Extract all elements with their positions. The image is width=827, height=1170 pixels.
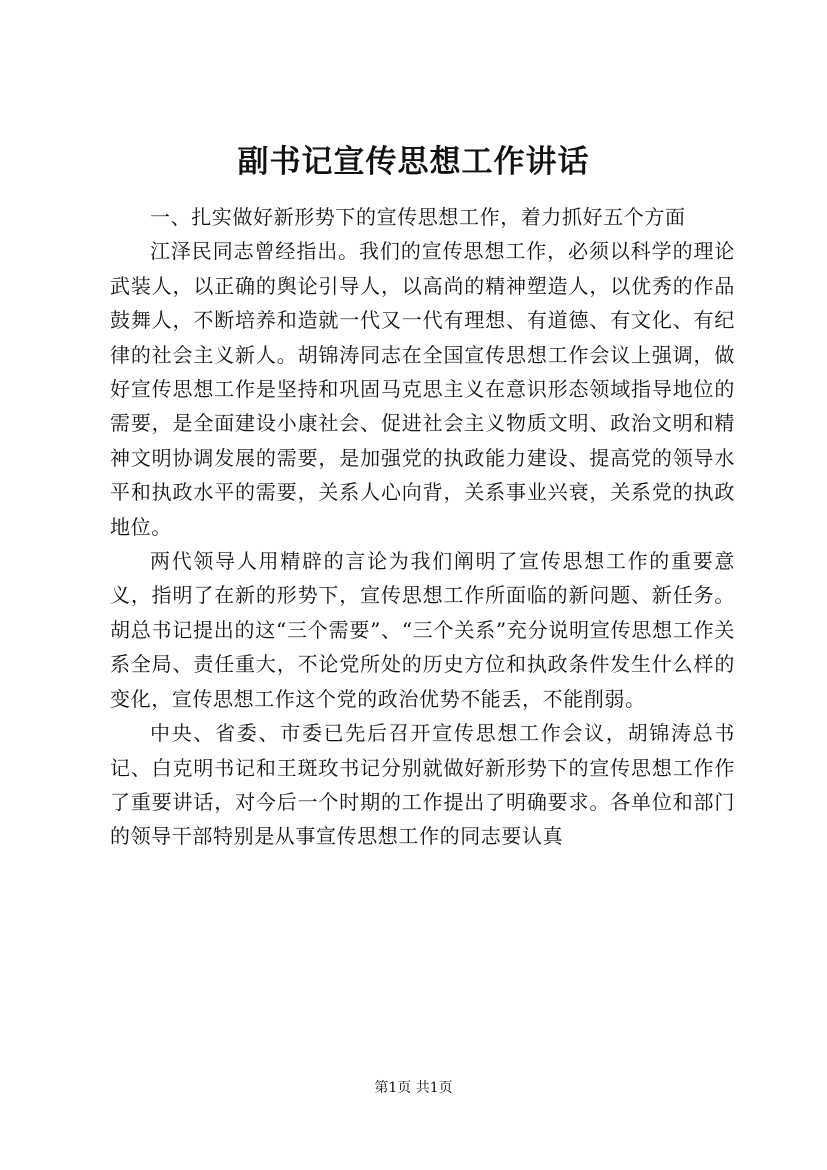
- paragraph: 两代领导人用精辟的言论为我们阐明了宣传思想工作的重要意义，指明了在新的形势下，宣传思想工作所面临的新问题、新任务。胡总书记提出的这“三个需要”、“三个关系”充分说明宣传思想工作关系全局、责任重大，不论党所处的历史方位和执政条件发生什么样的变化，宣传思想工作这个党的政治优势不能丢，不能削弱。: [110, 549, 735, 711]
- page-number-footer: 第1页 共1页: [374, 1080, 453, 1096]
- section-heading: 一、扎实做好新形势下的宣传思想工作，着力抓好五个方面: [150, 205, 686, 229]
- paragraph: 江泽民同志曾经指出。我们的宣传思想工作，必须以科学的理论武装人，以正确的舆论引导人，以高尚的精神塑造人，以优秀的作品鼓舞人，不断培养和造就一代又一代有理想、有道德、有文化、有纪律的社会主义新人。胡锦涛同志在全国宣传思想工作会议上强调，做好宣传思想工作是坚持和巩固马克思主义在意识形态领域指导地位的需要，是全面建设小康社会、促进社会主义物质文明、政治文明和精神文明协调发展的需要，是加强党的执政能力建设、提高党的领导水平和执政水平的需要，关系人心向背，关系事业兴衰，关系党的执政地位。: [110, 239, 735, 539]
- document-body: [110, 200, 735, 854]
- paragraph: 中央、省委、市委已先后召开宣传思想工作会议，胡锦涛总书记、白克明书记和王斑玫书记分别就做好新形势下的宣传思想工作作了重要讲话，对今后一个时期的工作提出了明确要求。各单位和部门的领导干部特别是从事宣传思想工作的同志要认真: [110, 721, 735, 849]
- document-title: 副书记宣传思想工作讲话: [237, 144, 590, 180]
